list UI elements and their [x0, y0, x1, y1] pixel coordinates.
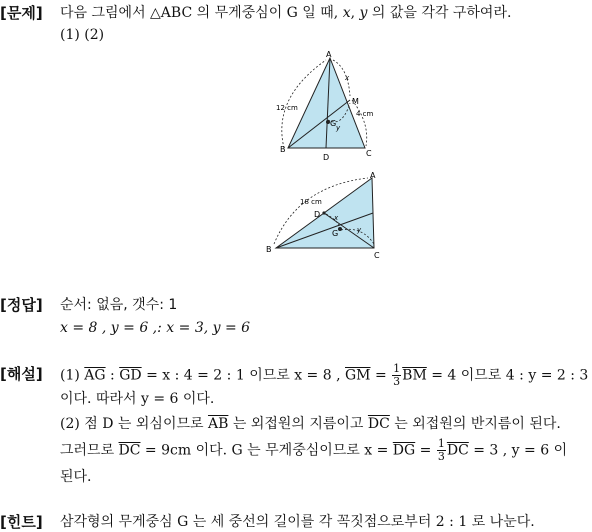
segment-dg: $\overline{DG}$ [392, 442, 416, 459]
var-y: y [359, 5, 368, 21]
segment-gd: $\overline{GD}$ [119, 367, 142, 384]
figure2-point-d [322, 211, 325, 214]
answer-line-2: x = 8 , y = 6 ,: x = 3, y = 6 [60, 320, 251, 336]
figure1-label-c: C [366, 149, 372, 158]
figure1-label-x: x [345, 74, 350, 82]
segment-dc-2: $\overline{DC}$ [118, 442, 141, 459]
frac-den-2: 3 [437, 450, 445, 463]
segment-bm: $\overline{BM}$ [402, 367, 427, 384]
answer-line-1: 순서: 없음, 갯수: 1 [60, 297, 178, 313]
figure1-label-12cm: 12 cm [276, 104, 298, 112]
hint-text: 삼각형의 무게중심 G 는 세 중선의 길이를 각 꼭짓점으로부터 2 : 1 로 나눈다. [60, 514, 535, 530]
figure2-point-g [338, 227, 342, 231]
figure2-label-b: B [266, 245, 272, 254]
exp-l1-e: = 4 이므로 4 : y = 2 : 3 [426, 367, 589, 384]
exp-l1-d: = [370, 367, 392, 384]
question-text-post: 의 값을 각각 구하여라. [367, 5, 512, 21]
exp-l3-c: 는 외접원의 반지름이 된다. [389, 416, 561, 432]
var-x: x [342, 5, 351, 21]
answer-label: [정답] [0, 296, 43, 314]
figure1-label-b: B [280, 145, 286, 154]
hint-label: [힌트] [0, 513, 43, 531]
figure1-label-g: G [330, 119, 337, 128]
exp-l1-c: = x : 4 = 2 : 1 이므로 x = 8 , [141, 367, 345, 384]
problem-parts: (1) (2) [60, 27, 105, 43]
question-text-pre: 다음 그림에서 △ABC 의 무게중심이 G 일 때, [60, 5, 343, 21]
figure2-label-18cm: 18 cm [300, 198, 322, 206]
figure2-label-a: A [370, 171, 376, 180]
segment-gm: $\overline{GM}$ [345, 367, 371, 384]
explanation-line-1 [60, 363, 588, 388]
fraction-one-third [392, 363, 401, 388]
figure2-label-y: y [357, 226, 362, 234]
problem-question [60, 2, 511, 22]
figure2-label-d: D [314, 210, 321, 219]
exp-l4-c: = [415, 442, 436, 459]
frac-den: 3 [393, 375, 401, 388]
explanation-line-3 [60, 413, 561, 433]
figure-1 [270, 48, 390, 163]
explanation-line-2: 이다. 따라서 y = 6 이다. [60, 391, 215, 407]
segment-ag: $\overline{AG}$ [84, 367, 106, 384]
explanation-line-5: 된다. [60, 469, 92, 485]
fraction-one-third-2 [437, 438, 446, 463]
figure2-label-g: G [332, 229, 339, 238]
segment-dc-3: $\overline{DC}$ [446, 442, 469, 459]
figure2-label-x: x [334, 214, 339, 222]
frac-num-2: 1 [437, 437, 445, 450]
exp-l1-a: (1) [60, 367, 85, 384]
question-comma: , [350, 5, 360, 21]
exp-l4-b: = 9cm 이다. G 는 무게중심이므로 x = [140, 442, 393, 459]
problem-label: [문제] [0, 4, 43, 22]
exp-l3-a: (2) 점 D 는 외심이므로 [60, 416, 208, 432]
segment-dc: $\overline{DC}$ [367, 416, 390, 432]
exp-l4-d: = 3 , y = 6 이 [468, 442, 568, 459]
exp-l1-b: : [105, 367, 120, 384]
figure1-label-m: M [352, 97, 359, 106]
segment-ab: $\overline{AB}$ [207, 416, 229, 432]
exp-l3-b: 는 외접원의 지름이고 [228, 416, 368, 432]
explanation-line-4 [60, 438, 567, 463]
figure-2 [262, 170, 392, 260]
figure1-label-4cm: 4 cm [356, 110, 374, 118]
figure2-label-c: C [374, 251, 380, 260]
explanation-label: [해설] [0, 365, 43, 383]
figure1-label-y: y [336, 124, 341, 132]
figure1-label-a: A [326, 50, 332, 59]
frac-num: 1 [393, 362, 401, 375]
exp-l4-a: 그러므로 [60, 442, 119, 459]
figure1-label-d: D [323, 153, 330, 162]
